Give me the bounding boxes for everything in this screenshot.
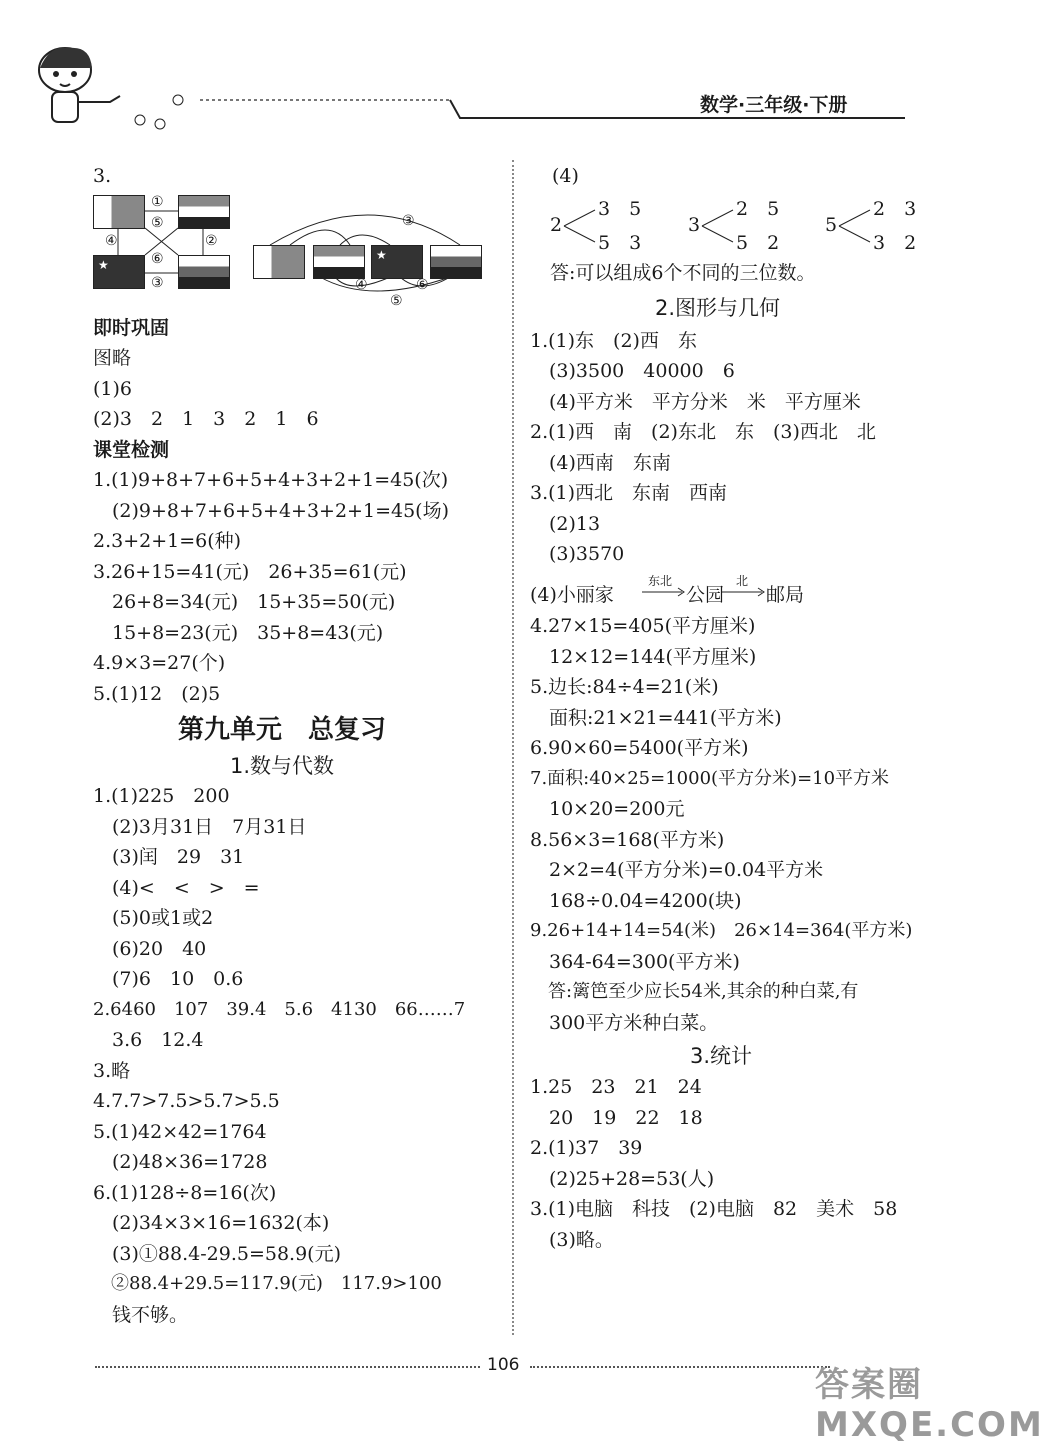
- flag-qatar-icon: [253, 245, 305, 279]
- tree-root: 2: [550, 214, 563, 236]
- text-line: 3.26+15=41(元) 26+35=61(元): [93, 561, 407, 583]
- text-line: (2)3 2 1 3 2 1 6: [93, 408, 319, 430]
- text-line: 答:篱笆至少应长54米,其余的种白菜,有: [530, 981, 859, 1002]
- text-line: 1.(1)9+8+7+6+5+4+3+2+1=45(次): [93, 469, 449, 491]
- digit-tree: [550, 196, 640, 256]
- text-line: 4.27×15=405(平方厘米): [530, 615, 756, 637]
- text-line: (5)0或1或2: [93, 907, 214, 929]
- circle-6: ⑥: [416, 277, 429, 293]
- text-line: (2)25+28=53(人): [530, 1168, 715, 1190]
- text-line: 300平方米种白菜。: [530, 1012, 719, 1034]
- flag-diagram-cross: [93, 195, 228, 290]
- text-line: 6.(1)128÷8=16(次): [93, 1182, 277, 1204]
- text-line: 1.(1)东 (2)西 东: [530, 330, 697, 352]
- text-line: (2)9+8+7+6+5+4+3+2+1=45(场): [93, 500, 449, 522]
- circle-6: ⑥: [151, 251, 164, 267]
- question-3-label: 3.: [93, 165, 112, 187]
- text-line: 2×2=4(平方分米)=0.04平方米: [530, 859, 824, 881]
- flag-china-icon: ★: [93, 255, 145, 289]
- text-line: 3.6 12.4: [93, 1029, 204, 1051]
- tree-root: 5: [825, 214, 838, 236]
- route-direction: 东北: [648, 574, 673, 588]
- text-line: 5.边长:84÷4=21(米): [530, 676, 719, 698]
- text-line: 2.3+2+1=6(种): [93, 530, 242, 552]
- text-line: 答:可以组成6个不同的三位数。: [550, 262, 816, 284]
- text-line: (1)6: [93, 378, 133, 400]
- text-line: 7.面积:40×25=1000(平方分米)=10平方米: [530, 768, 890, 789]
- text-line: 1.25 23 21 24: [530, 1076, 702, 1098]
- tree-bottom: 5 3: [598, 232, 642, 254]
- text-line: (3)①88.4-29.5=58.9(元): [93, 1243, 341, 1265]
- route-start: (4)小丽家: [530, 584, 614, 606]
- circle-1: ①: [151, 194, 164, 210]
- subsection-title: 2.图形与几何: [655, 296, 781, 320]
- text-line: 3.(1)西北 东南 西南: [530, 482, 728, 504]
- section-check: 课堂检测: [93, 439, 170, 461]
- text-line: 6.90×60=5400(平方米): [530, 737, 749, 759]
- flag-diagram-arcs: [250, 205, 490, 309]
- text-line: 2.6460 107 39.4 5.6 4130 66……7: [93, 999, 466, 1020]
- text-line: 4.7.7>7.5>5.7>5.5: [93, 1090, 280, 1112]
- text-line: 面积:21×21=441(平方米): [530, 707, 782, 729]
- text-line: (3)闰 29 31: [93, 846, 245, 868]
- text-line: 9.26+14+14=54(米) 26×14=364(平方米): [530, 920, 913, 941]
- circle-3: ③: [402, 213, 415, 229]
- question-4-label: (4): [552, 165, 579, 187]
- circle-4: ④: [355, 277, 368, 293]
- text-line: 钱不够。: [93, 1304, 189, 1326]
- book-title: 数学·三年级·下册: [700, 94, 848, 116]
- circle-4: ④: [105, 233, 118, 249]
- tree-bottom: 3 2: [873, 232, 917, 254]
- subsection-title: 3.统计: [690, 1044, 753, 1068]
- text-line: (3)略。: [530, 1229, 614, 1251]
- tree-top: 3 5: [598, 198, 642, 220]
- unit-title: 第九单元 总复习: [178, 715, 387, 745]
- text-line: (3)3570: [530, 543, 625, 565]
- text-line: (2)3月31日 7月31日: [93, 816, 307, 838]
- tree-bottom: 5 2: [736, 232, 780, 254]
- route-direction: 北: [736, 574, 749, 588]
- text-line: 3.略: [93, 1060, 131, 1082]
- text-line: (7)6 10 0.6: [93, 968, 244, 990]
- text-line: 2.(1)西 南 (2)东北 东 (3)西北 北: [530, 421, 876, 443]
- section-consolidate: 即时巩固: [93, 317, 170, 339]
- circle-5: ⑤: [390, 293, 403, 309]
- text-line: 2.(1)37 39: [530, 1137, 643, 1159]
- text-line: (2)13: [530, 513, 601, 535]
- text-line: 364-64=300(平方米): [530, 951, 740, 973]
- text-line: ②88.4+29.5=117.9(元) 117.9>100: [93, 1273, 442, 1294]
- watermark-logo: 答案圈 MXQE.COM: [815, 1365, 1044, 1445]
- text-line: (4)平方米 平方分米 米 平方厘米: [530, 391, 861, 413]
- footer-rule-right: [530, 1366, 830, 1368]
- route-diagram: [530, 570, 830, 610]
- column-divider: [512, 160, 514, 1335]
- text-line: (4)< < > =: [93, 877, 260, 899]
- text-line: 10×20=200元: [530, 798, 685, 820]
- text-line: 8.56×3=168(平方米): [530, 829, 725, 851]
- footer-rule-left: [95, 1366, 480, 1368]
- tree-root: 3: [688, 214, 701, 236]
- text-line: 5.(1)12 (2)5: [93, 683, 221, 705]
- tree-top: 2 3: [873, 198, 917, 220]
- digit-tree: [825, 196, 925, 256]
- subsection-title: 1.数与代数: [230, 754, 335, 778]
- route-mid: 公园: [686, 584, 725, 606]
- text-line: 1.(1)225 200: [93, 785, 230, 807]
- text-line: 图略: [93, 347, 132, 369]
- text-line: 15+8=23(元) 35+8=43(元): [93, 622, 384, 644]
- page-number: 106: [487, 1355, 520, 1375]
- flag-china-icon: ★: [371, 245, 423, 279]
- digit-tree: [688, 196, 778, 256]
- text-line: 20 19 22 18: [530, 1107, 703, 1129]
- tree-top: 2 5: [736, 198, 780, 220]
- flag-uae-icon: [313, 245, 365, 279]
- text-line: 12×12=144(平方厘米): [530, 646, 757, 668]
- flag-other-icon: [430, 245, 482, 279]
- text-line: 168÷0.04=4200(块): [530, 890, 742, 912]
- cartoon-girl-watering-illustration: [20, 40, 200, 140]
- text-line: (2)48×36=1728: [93, 1151, 268, 1173]
- text-line: (2)34×3×16=1632(本): [93, 1212, 330, 1234]
- text-line: 5.(1)42×42=1764: [93, 1121, 267, 1143]
- circle-5: ⑤: [151, 215, 164, 231]
- circle-2: ②: [205, 233, 218, 249]
- route-end: 邮局: [766, 584, 805, 606]
- text-line: 26+8=34(元) 15+35=50(元): [93, 591, 396, 613]
- text-line: (3)3500 40000 6: [530, 360, 735, 382]
- text-line: 4.9×3=27(个): [93, 652, 226, 674]
- text-line: (6)20 40: [93, 938, 207, 960]
- circle-3: ③: [151, 275, 164, 291]
- text-line: 3.(1)电脑 科技 (2)电脑 82 美术 58: [530, 1198, 898, 1220]
- text-line: (4)西南 东南: [530, 452, 671, 474]
